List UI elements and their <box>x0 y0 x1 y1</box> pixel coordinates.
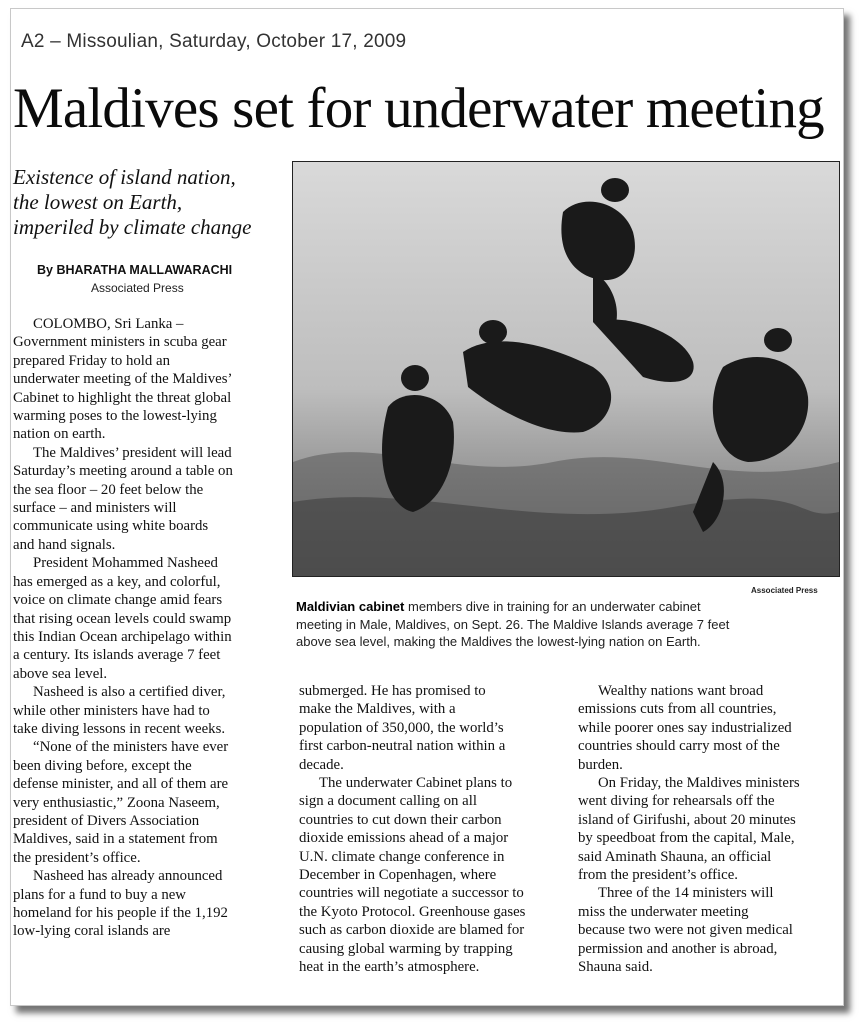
article-line: Government ministers in scuba gear <box>13 334 227 351</box>
article-line: while other ministers have had to <box>13 702 210 719</box>
article-line: Saturday’s meeting around a table on <box>13 463 233 480</box>
article-line: burden. <box>578 756 623 773</box>
article-line: the president’s office. <box>13 849 141 866</box>
news-photo <box>292 161 840 577</box>
newspaper-page <box>10 8 844 1006</box>
photo-credit: Associated Press <box>751 586 818 595</box>
article-line: said Aminath Shauna, an official <box>578 848 772 865</box>
article-line: has emerged as a key, and colorful, <box>13 573 221 590</box>
article-line: heat in the earth’s atmosphere. <box>299 959 480 976</box>
article-line: because two were not given medical <box>578 922 793 939</box>
article-line: “None of the ministers have ever <box>33 739 229 756</box>
dateline: A2 – Missoulian, Saturday, October 17, 2009 <box>21 31 407 52</box>
article-line: COLOMBO, Sri Lanka – <box>33 316 184 332</box>
article-line: Wealthy nations want broad <box>598 683 764 699</box>
article-line: Cabinet to highlight the threat global <box>13 389 232 406</box>
article-line: emissions cuts from all countries, <box>578 701 777 718</box>
article-column-2 <box>299 682 569 977</box>
article-line: surface – and ministers will <box>13 500 177 517</box>
article-line: Nasheed has already announced <box>33 868 223 885</box>
article-line: Three of the 14 ministers will <box>598 885 774 902</box>
article-line: first carbon-neutral nation within a <box>299 738 506 755</box>
article-line: such as carbon dioxide are blamed for <box>299 922 525 939</box>
article-line: On Friday, the Maldives ministers <box>598 775 800 792</box>
article-line: causing global warming by trapping <box>299 940 513 957</box>
article-line: communicate using white boards <box>13 518 209 535</box>
article-line: countries should carry most of the <box>578 738 780 755</box>
byline-agency: Associated Press <box>91 281 184 295</box>
article-line: submerged. He has promised to <box>299 683 486 699</box>
article-line: island of Girifushi, about 20 minutes <box>578 811 796 828</box>
photo-caption <box>296 598 836 651</box>
article-line: population of 350,000, the world’s <box>299 719 504 736</box>
article-line: countries will negotiate a successor to <box>299 885 524 902</box>
article-line: and hand signals. <box>13 536 116 553</box>
article-line: December in Copenhagen, where <box>299 867 497 884</box>
article-line: decade. <box>299 756 344 773</box>
article-line: countries to cut down their carbon <box>299 811 502 828</box>
deck <box>13 165 288 240</box>
article-line: low-lying coral islands are <box>13 923 171 940</box>
article-line: dioxide emissions ahead of a major <box>299 830 509 847</box>
article-line: while poorer ones say industrialized <box>578 719 792 736</box>
deck-line: the lowest on Earth, <box>13 190 183 214</box>
article-line: the sea floor – 20 feet below the <box>13 481 204 498</box>
article-line: by speedboat from the capital, Male, <box>578 830 795 847</box>
article-line: prepared Friday to hold an <box>13 352 170 369</box>
article-line: went diving for rehearsals off the <box>578 793 775 810</box>
article-line: underwater meeting of the Maldives’ <box>13 371 233 388</box>
article-line: Nasheed is also a certified diver, <box>33 684 226 701</box>
article-line: this Indian Ocean archipelago within <box>13 628 232 645</box>
caption-line: above sea level, making the Maldives the lowest-lying nation on Earth. <box>296 634 701 649</box>
caption-lead: Maldivian cabinet <box>296 599 405 614</box>
article-line: homeland for his people if the 1,192 <box>13 905 228 921</box>
article-line: Shauna said. <box>578 959 653 976</box>
article-line: U.N. climate change conference in <box>299 848 505 865</box>
caption-line: meeting in Male, Maldives, on Sept. 26. The Maldive Islands average 7 feet <box>296 616 730 632</box>
article-line: warming poses to the lowest-lying <box>13 408 217 425</box>
deck-line: imperiled by climate change <box>13 215 252 239</box>
article-column-1 <box>13 315 283 941</box>
article-line: the Kyoto Protocol. Greenhouse gases <box>299 903 526 920</box>
article-line: that rising ocean levels could swamp <box>13 610 232 627</box>
article-line: voice on climate change amid fears <box>13 592 223 609</box>
deck-line: Existence of island nation, <box>13 165 236 189</box>
byline: By BHARATHA MALLAWARACHI <box>37 263 233 277</box>
article-line: make the Maldives, with a <box>299 701 456 718</box>
article-line: president of Divers Association <box>13 812 200 829</box>
article-line: permission and another is abroad, <box>578 940 778 957</box>
article-line: The underwater Cabinet plans to <box>319 775 513 792</box>
article-line: nation on earth. <box>13 426 106 443</box>
article-line: President Mohammed Nasheed <box>33 555 218 572</box>
article-column-3 <box>578 682 840 977</box>
article-line: very enthusiastic,” Zoona Naseem, <box>13 794 220 811</box>
caption-line: members dive in training for an underwater cabinet <box>404 599 701 614</box>
headline: Maldives set for underwater meeting <box>13 77 824 140</box>
article-line: from the president’s office. <box>578 867 738 884</box>
article-line: Maldives, said in a statement from <box>13 831 218 848</box>
article-line: plans for a fund to buy a new <box>13 886 186 903</box>
article-line: miss the underwater meeting <box>578 903 749 920</box>
article-line: sign a document calling on all <box>299 793 477 810</box>
article-line: above sea level. <box>13 665 108 682</box>
article-line: defense minister, and all of them are <box>13 776 229 793</box>
article-line: take diving lessons in recent weeks. <box>13 720 226 737</box>
article-line: The Maldives’ president will lead <box>33 444 232 461</box>
article-line: been diving before, except the <box>13 757 192 774</box>
article-line: a century. Its islands average 7 feet <box>13 647 221 664</box>
